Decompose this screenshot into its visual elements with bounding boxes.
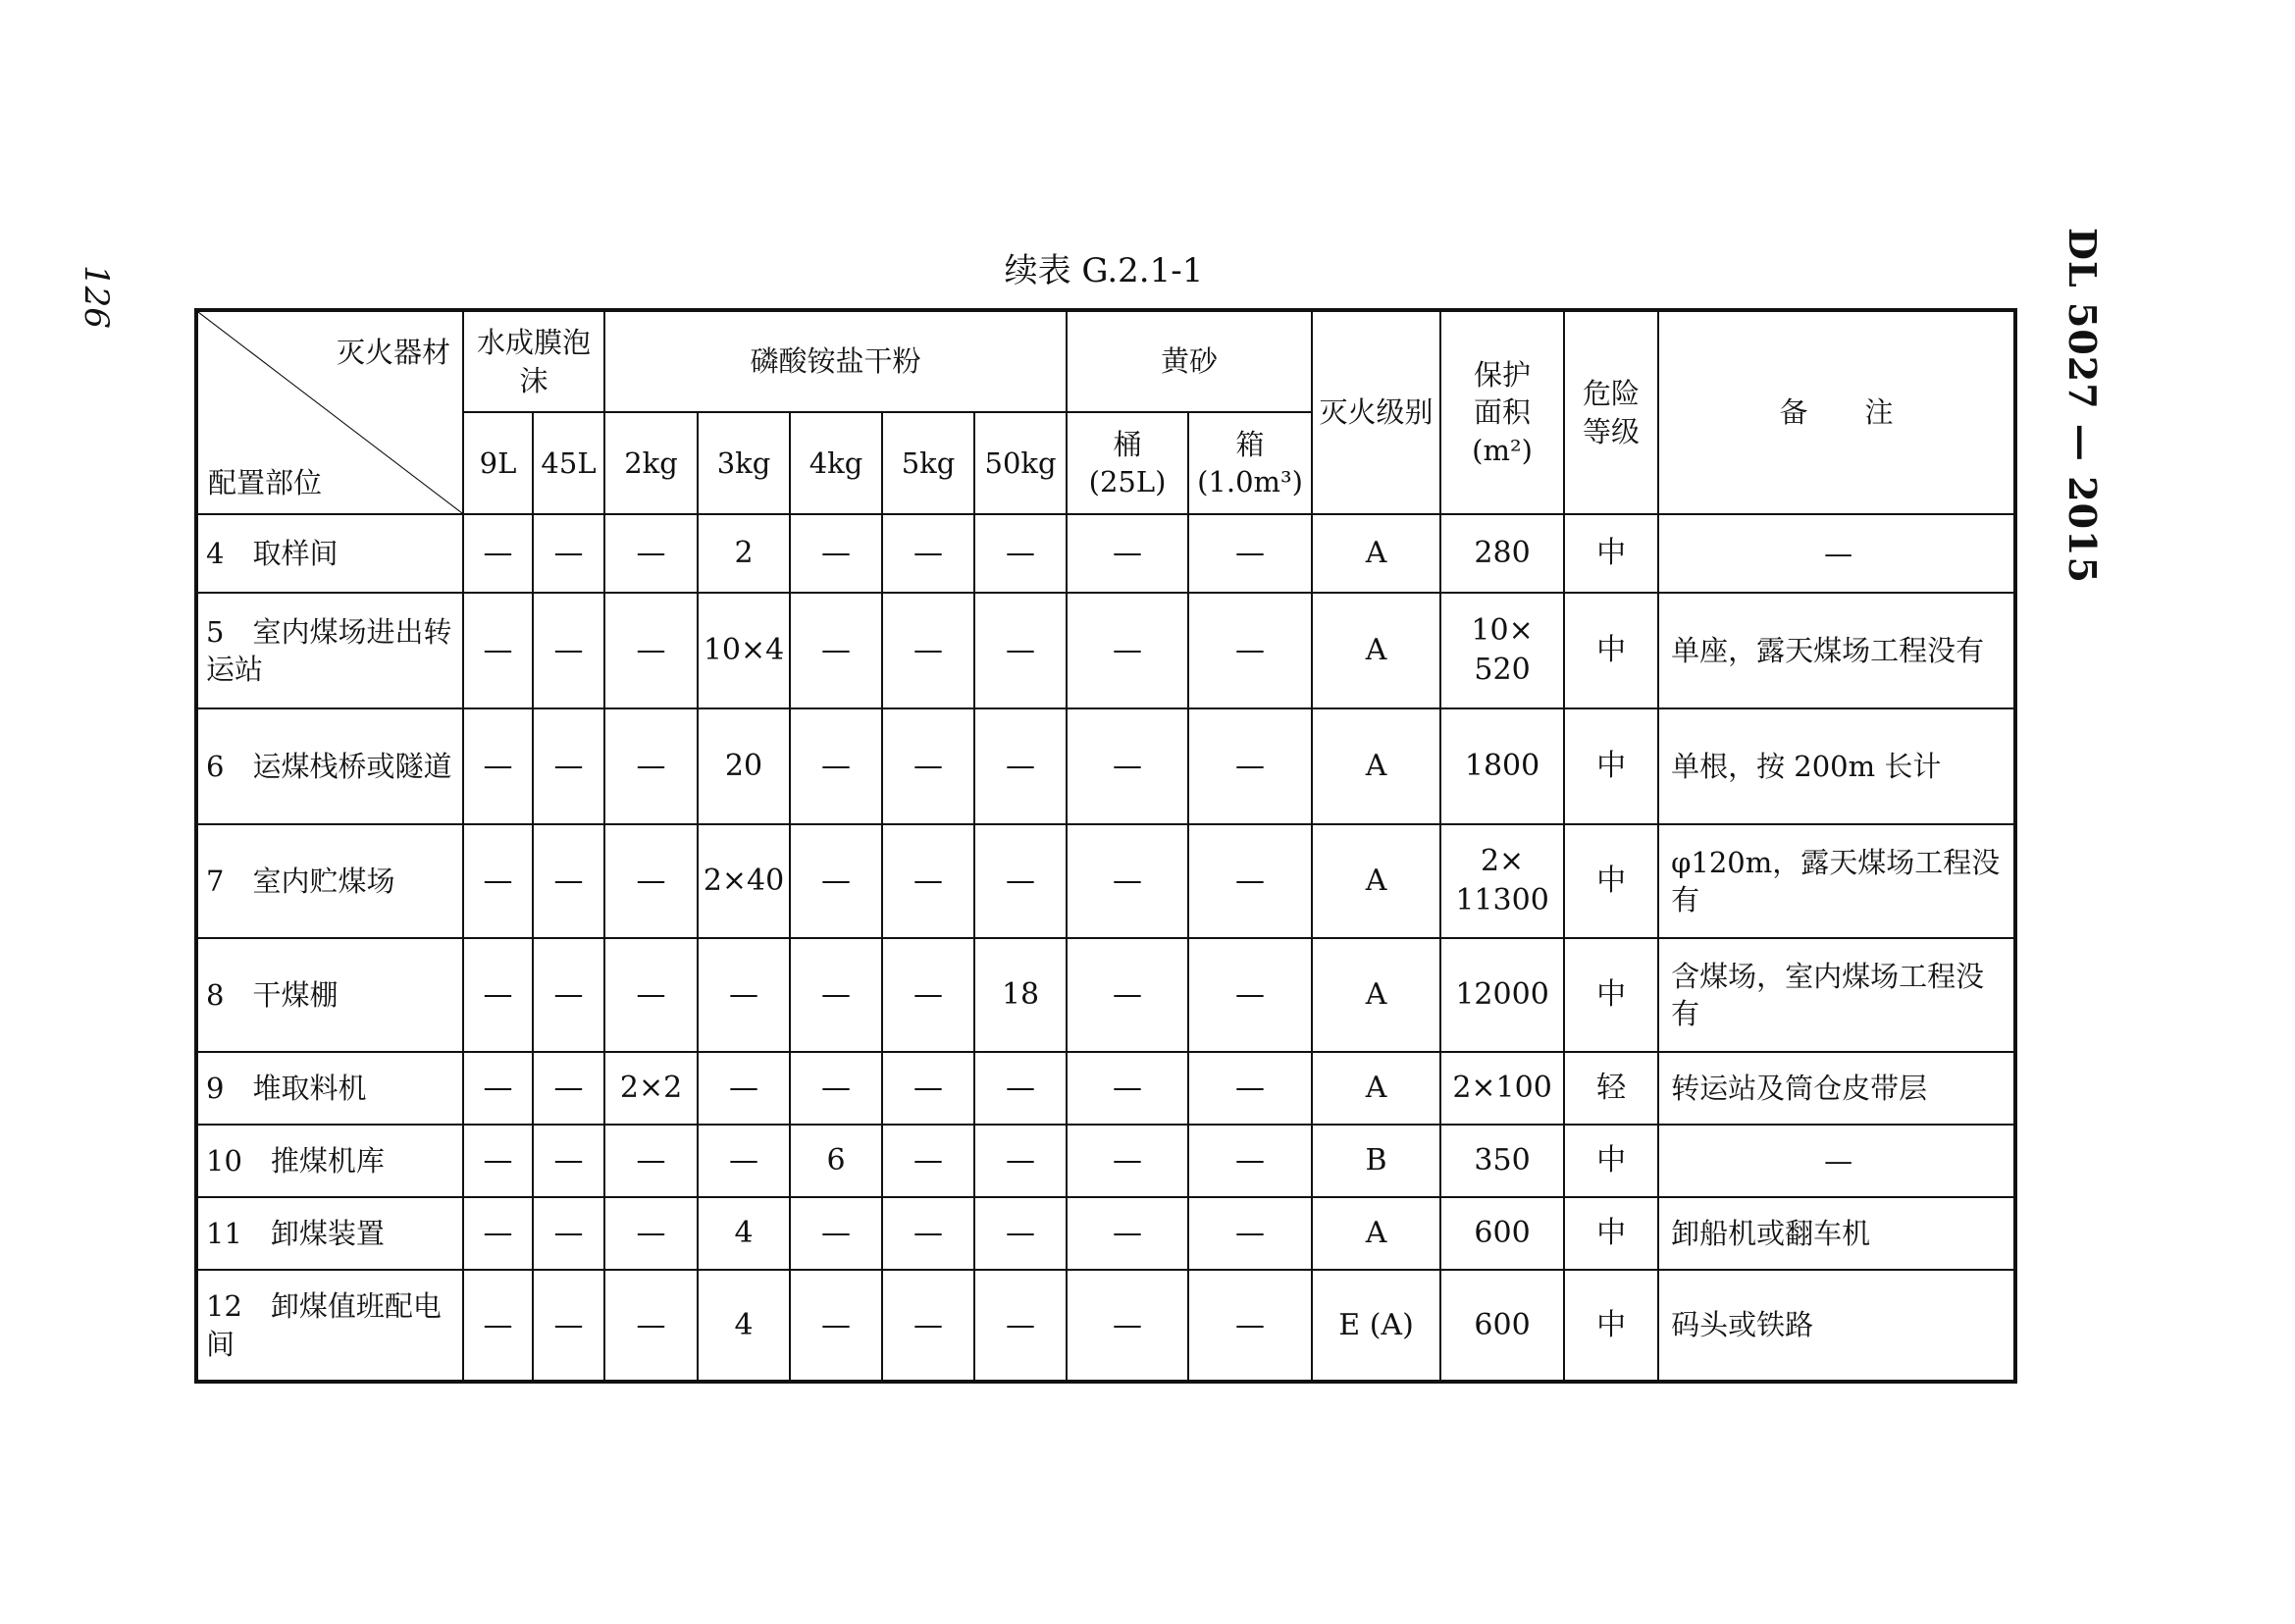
quantity-cell: — — [790, 708, 882, 824]
quantity-cell: 2×2 — [604, 1052, 698, 1125]
location-cell: 12 卸煤值班配电间 — [196, 1270, 463, 1382]
remarks-cell: 卸船机或翻车机 — [1658, 1197, 2015, 1270]
quantity-cell: — — [1188, 1125, 1312, 1197]
protect-area-cell — [1440, 514, 1564, 593]
quantity-cell: — — [698, 1052, 790, 1125]
quantity-cell: — — [533, 708, 604, 824]
quantity-cell: — — [1067, 593, 1188, 708]
header-sand-bucket — [1067, 412, 1188, 514]
header-foam-9l: 9L — [463, 412, 533, 514]
table-row — [196, 1125, 2015, 1197]
header-sand-box-label: 箱 — [1235, 427, 1265, 461]
protect-area-value: 280 — [1474, 536, 1531, 571]
fire-class-cell: A — [1312, 1197, 1440, 1270]
quantity-cell: — — [463, 1125, 533, 1197]
remarks-cell: 含煤场，室内煤场工程没有 — [1658, 938, 2015, 1052]
quantity-cell: — — [698, 938, 790, 1052]
quantity-cell: — — [974, 1197, 1067, 1270]
fire-extinguisher-table — [194, 308, 2017, 1384]
quantity-cell: — — [1067, 1052, 1188, 1125]
remarks-cell: — — [1658, 1125, 2015, 1197]
quantity-cell: — — [604, 1270, 698, 1382]
quantity-cell: — — [1188, 824, 1312, 938]
fire-class-cell: B — [1312, 1125, 1440, 1197]
header-powder-4kg: 4kg — [790, 412, 882, 514]
quantity-cell: 20 — [698, 708, 790, 824]
quantity-cell: — — [463, 1270, 533, 1382]
quantity-cell: — — [1188, 1197, 1312, 1270]
quantity-cell: — — [1188, 593, 1312, 708]
quantity-cell: — — [790, 593, 882, 708]
quantity-cell: — — [882, 1197, 974, 1270]
protect-area-cell — [1440, 1270, 1564, 1382]
remarks-cell: 单根，按 200m 长计 — [1658, 708, 2015, 824]
quantity-cell: — — [1067, 824, 1188, 938]
standard-code: DL 5027 — 2015 — [2060, 228, 2105, 584]
header-equipment-label: 灭火器材 — [336, 336, 450, 369]
protect-area-cell — [1440, 824, 1564, 938]
quantity-cell: — — [604, 1197, 698, 1270]
location-cell: 8 干煤棚 — [196, 938, 463, 1052]
quantity-cell: — — [463, 514, 533, 593]
protect-area-value: 2×100 — [1452, 1071, 1552, 1106]
fire-class-cell: A — [1312, 708, 1440, 824]
fire-class-cell: A — [1312, 514, 1440, 593]
protect-area-value: 600 — [1474, 1216, 1531, 1251]
header-row-1 — [196, 310, 2015, 412]
quantity-cell: 4 — [698, 1270, 790, 1382]
table-title: 续表 G.2.1-1 — [1004, 251, 1204, 290]
protect-area-value: 1800 — [1464, 749, 1540, 784]
header-protect-area-line2: 面积 — [1474, 395, 1532, 430]
hazard-level-cell: 中 — [1564, 514, 1658, 593]
hazard-level-cell: 中 — [1564, 708, 1658, 824]
table-row — [196, 514, 2015, 593]
quantity-cell: — — [1067, 708, 1188, 824]
quantity-cell: — — [533, 514, 604, 593]
hazard-level-cell: 中 — [1564, 1197, 1658, 1270]
quantity-cell: 6 — [790, 1125, 882, 1197]
header-fire-class: 灭火级别 — [1312, 310, 1440, 514]
protect-area-value: 350 — [1474, 1143, 1531, 1179]
header-sand-box — [1188, 412, 1312, 514]
quantity-cell: — — [604, 938, 698, 1052]
fire-class-cell: A — [1312, 824, 1440, 938]
quantity-cell: — — [790, 824, 882, 938]
table-row — [196, 708, 2015, 824]
protect-area-value: 12000 — [1455, 977, 1549, 1013]
fire-class-cell: E (A) — [1312, 1270, 1440, 1382]
table-body — [196, 514, 2015, 1382]
protect-area-cell — [1440, 708, 1564, 824]
quantity-cell: — — [790, 1197, 882, 1270]
quantity-cell: — — [604, 708, 698, 824]
protect-area-cell — [1440, 593, 1564, 708]
fire-class-cell: A — [1312, 938, 1440, 1052]
header-remarks: 备 注 — [1658, 310, 2015, 514]
quantity-cell: — — [882, 1052, 974, 1125]
hazard-level-cell: 中 — [1564, 938, 1658, 1052]
quantity-cell: — — [974, 708, 1067, 824]
quantity-cell: — — [463, 938, 533, 1052]
header-foam-45l: 45L — [533, 412, 604, 514]
quantity-cell: — — [1067, 1197, 1188, 1270]
header-protect-area — [1440, 310, 1564, 514]
quantity-cell: — — [974, 824, 1067, 938]
quantity-cell: — — [1067, 514, 1188, 593]
table-row — [196, 1197, 2015, 1270]
quantity-cell: — — [1188, 514, 1312, 593]
header-sand-bucket-label: 桶 — [1113, 427, 1142, 461]
quantity-cell: — — [533, 1052, 604, 1125]
table-row — [196, 1270, 2015, 1382]
quantity-cell: — — [463, 1052, 533, 1125]
table-row — [196, 824, 2015, 938]
quantity-cell: — — [882, 708, 974, 824]
remarks-cell: φ120m，露天煤场工程没有 — [1658, 824, 2015, 938]
remarks-cell: 码头或铁路 — [1658, 1270, 2015, 1382]
quantity-cell: — — [463, 708, 533, 824]
quantity-cell: 18 — [974, 938, 1067, 1052]
header-powder-5kg: 5kg — [882, 412, 974, 514]
quantity-cell: — — [463, 1197, 533, 1270]
quantity-cell: — — [882, 593, 974, 708]
location-cell: 6 运煤栈桥或隧道 — [196, 708, 463, 824]
quantity-cell: 2 — [698, 514, 790, 593]
quantity-cell: — — [974, 1125, 1067, 1197]
protect-area-cell — [1440, 1197, 1564, 1270]
hazard-level-cell: 中 — [1564, 824, 1658, 938]
quantity-cell: — — [974, 514, 1067, 593]
protect-area-value: 10× — [1471, 613, 1534, 649]
location-cell: 7 室内贮煤场 — [196, 824, 463, 938]
header-hazard-level: 危险等级 — [1564, 310, 1658, 514]
location-cell: 11 卸煤装置 — [196, 1197, 463, 1270]
protect-area-cell — [1440, 1052, 1564, 1125]
protect-area-value-line2: 11300 — [1455, 883, 1549, 917]
quantity-cell: — — [533, 1197, 604, 1270]
protect-area-value: 600 — [1474, 1307, 1531, 1342]
quantity-cell: — — [533, 593, 604, 708]
quantity-cell: — — [533, 1270, 604, 1382]
quantity-cell: — — [1188, 1270, 1312, 1382]
quantity-cell: — — [533, 938, 604, 1052]
header-powder-2kg: 2kg — [604, 412, 698, 514]
hazard-level-cell: 轻 — [1564, 1052, 1658, 1125]
table-row — [196, 938, 2015, 1052]
header-location-label: 配置部位 — [208, 465, 323, 499]
protect-area-cell — [1440, 938, 1564, 1052]
quantity-cell: — — [882, 824, 974, 938]
quantity-cell: — — [1188, 938, 1312, 1052]
header-powder-50kg: 50kg — [974, 412, 1067, 514]
remarks-cell: 转运站及筒仓皮带层 — [1658, 1052, 2015, 1125]
quantity-cell: — — [1188, 1052, 1312, 1125]
quantity-cell: — — [698, 1125, 790, 1197]
quantity-cell: — — [882, 514, 974, 593]
location-cell: 9 堆取料机 — [196, 1052, 463, 1125]
header-protect-area-unit: (m²) — [1472, 433, 1533, 467]
header-protect-area-line1: 保护 — [1474, 358, 1532, 393]
table-row — [196, 593, 2015, 708]
quantity-cell: — — [463, 593, 533, 708]
quantity-cell: — — [1188, 708, 1312, 824]
quantity-cell: — — [604, 824, 698, 938]
quantity-cell: 10×4 — [698, 593, 790, 708]
quantity-cell: — — [790, 1270, 882, 1382]
quantity-cell: — — [974, 1270, 1067, 1382]
hazard-level-cell: 中 — [1564, 593, 1658, 708]
hazard-level-cell: 中 — [1564, 1270, 1658, 1382]
header-sand-group: 黄砂 — [1067, 310, 1312, 412]
header-foam-group: 水成膜泡沫 — [463, 310, 604, 412]
protect-area-cell — [1440, 1125, 1564, 1197]
header-sand-box-unit: (1.0m³) — [1197, 465, 1303, 498]
header-powder-3kg: 3kg — [698, 412, 790, 514]
protect-area-value: 2× — [1480, 844, 1525, 879]
quantity-cell: — — [604, 514, 698, 593]
quantity-cell: — — [974, 1052, 1067, 1125]
header-sand-bucket-unit: (25L) — [1088, 465, 1167, 498]
quantity-cell: — — [790, 514, 882, 593]
quantity-cell: — — [463, 824, 533, 938]
hazard-level-cell: 中 — [1564, 1125, 1658, 1197]
location-cell: 4 取样间 — [196, 514, 463, 593]
fire-class-cell: A — [1312, 1052, 1440, 1125]
fire-class-cell: A — [1312, 593, 1440, 708]
table-row — [196, 1052, 2015, 1125]
remarks-cell: — — [1658, 514, 2015, 593]
quantity-cell: — — [533, 824, 604, 938]
quantity-cell: — — [533, 1125, 604, 1197]
page-number: 126 — [77, 265, 116, 329]
quantity-cell: 2×40 — [698, 824, 790, 938]
quantity-cell: — — [790, 938, 882, 1052]
quantity-cell: 4 — [698, 1197, 790, 1270]
remarks-cell: 单座，露天煤场工程没有 — [1658, 593, 2015, 708]
quantity-cell: — — [1067, 938, 1188, 1052]
quantity-cell: — — [790, 1052, 882, 1125]
quantity-cell: — — [882, 938, 974, 1052]
header-powder-group: 磷酸铵盐干粉 — [604, 310, 1067, 412]
location-cell: 5 室内煤场进出转运站 — [196, 593, 463, 708]
quantity-cell: — — [882, 1270, 974, 1382]
quantity-cell: — — [882, 1125, 974, 1197]
protect-area-value-line2: 520 — [1474, 653, 1531, 687]
diagonal-header-cell — [196, 310, 463, 514]
quantity-cell: — — [1067, 1270, 1188, 1382]
quantity-cell: — — [974, 593, 1067, 708]
location-cell: 10 推煤机库 — [196, 1125, 463, 1197]
quantity-cell: — — [1067, 1125, 1188, 1197]
quantity-cell: — — [604, 1125, 698, 1197]
quantity-cell: — — [604, 593, 698, 708]
